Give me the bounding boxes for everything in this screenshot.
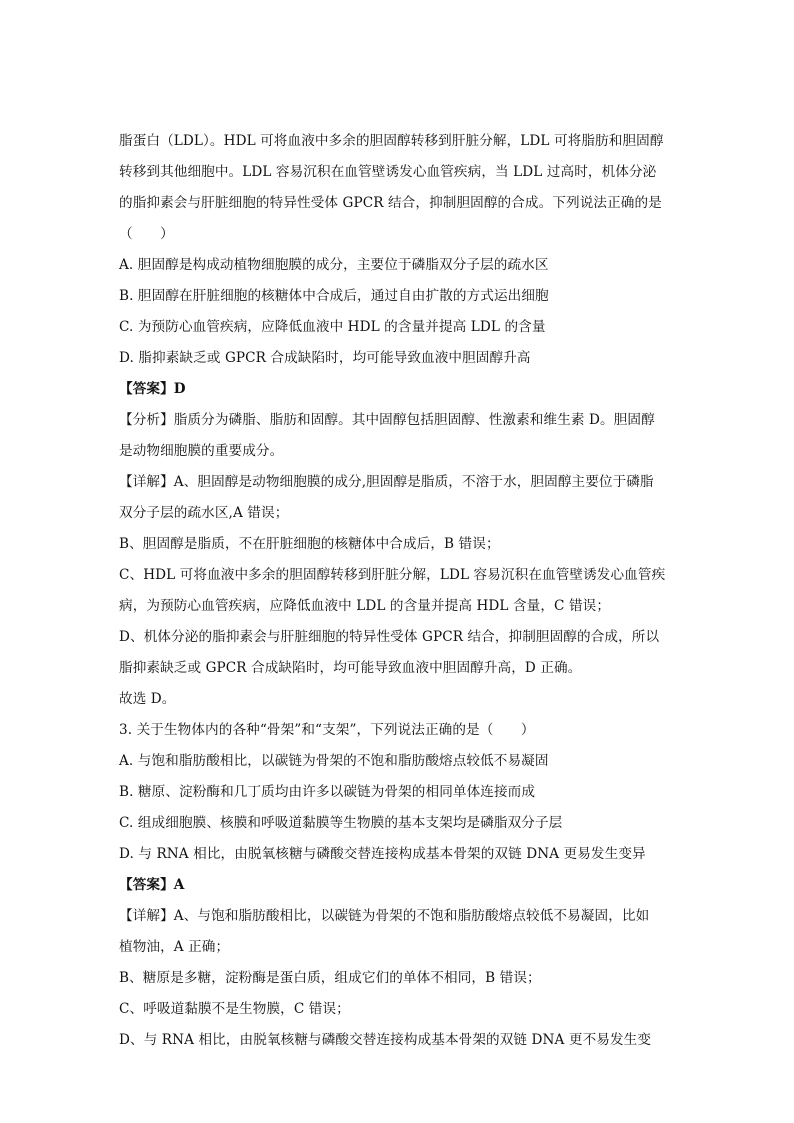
explanation-text: D、机体分泌的脂抑素会与肝脏细胞的特异性受体 GPCR 结合，抑制胆固醇的合成，所以	[119, 629, 660, 645]
explanation-text: 双分子层的疏水区,A 错误；	[119, 505, 289, 521]
analysis-text: 是动物细胞膜的重要成分。	[119, 443, 284, 459]
option-a: A. 与饱和脂肪酸相比，以碳链为骨架的不饱和脂肪酸熔点较低不易凝固	[119, 753, 549, 769]
option-c: C. 为预防心血管疾病，应降低血液中 HDL 的含量并提高 LDL 的含量	[119, 319, 546, 335]
explanation-text: D、与 RNA 相比，由脱氧核糖与磷酸交替连接构成基本骨架的双链 DNA 更不易发生变	[119, 1032, 652, 1048]
option-c: C. 组成细胞膜、核膜和呼吸道黏膜等生物膜的基本支架均是磷脂双分子层	[119, 815, 563, 831]
answer-label: 【答案】A	[119, 877, 185, 893]
explanation-text: 脂抑素缺乏或 GPCR 合成缺陷时，均可能导致血液中胆固醇升高，D 正确。	[119, 660, 582, 676]
explanation-text: B、糖原是多糖，淀粉酶是蛋白质，组成它们的单体不相同，B 错误；	[119, 970, 541, 986]
choice-conclusion: 故选 D。	[119, 691, 176, 707]
explanation-text: 【详解】A、与饱和脂肪酸相比，以碳链为骨架的不饱和脂肪酸熔点较低不易凝固，比如	[119, 908, 650, 924]
explanation-text: 病，为预防心血管疾病，应降低血液中 LDL 的含量并提高 HDL 含量，C 错误；	[119, 598, 611, 614]
text-line: 脂蛋白（LDL）。HDL 可将血液中多余的胆固醇转移到肝脏分解，LDL 可将脂肪和胆固醇	[119, 133, 664, 149]
explanation-text: B、胆固醇是脂质，不在肝脏细胞的核糖体中合成后，B 错误；	[119, 536, 500, 552]
text-line: （ ）	[119, 226, 174, 242]
explanation-text: 植物油，A 正确；	[119, 939, 230, 955]
option-a: A. 胆固醇是构成动植物细胞膜的成分，主要位于磷脂双分子层的疏水区	[119, 257, 549, 273]
option-d: D. 脂抑素缺乏或 GPCR 合成缺陷时，均可能导致血液中胆固醇升高	[119, 350, 531, 366]
option-b: B. 胆固醇在肝脏细胞的核糖体中合成后，通过自由扩散的方式运出细胞	[119, 288, 549, 304]
explanation-text: C、HDL 可将血液中多余的胆固醇转移到肝脏分解，LDL 容易沉积在血管壁诱发心血管疾	[119, 567, 666, 583]
question-3: 3. 关于生物体内的各种“骨架”和“支架”，下列说法正确的是（ ）	[119, 722, 535, 738]
option-b: B. 糖原、淀粉酶和几丁质均由许多以碳链为骨架的相同单体连接而成	[119, 784, 536, 800]
analysis-text: 【分析】脂质分为磷脂、脂肪和固醇。其中固醇包括胆固醇、性激素和维生素 D。胆固醇	[119, 412, 655, 428]
text-line: 转移到其他细胞中。LDL 容易沉积在血管壁诱发心血管疾病，当 LDL 过高时，机体分泌	[119, 164, 657, 180]
explanation-text: 【详解】A、胆固醇是动物细胞膜的成分,胆固醇是脂质，不溶于水，胆固醇主要位于磷脂	[119, 474, 654, 490]
answer-label: 【答案】D	[119, 381, 186, 397]
explanation-text: C、呼吸道黏膜不是生物膜，C 错误；	[119, 1001, 350, 1017]
option-d: D. 与 RNA 相比，由脱氧核糖与磷酸交替连接构成基本骨架的双链 DNA 更易发生变异	[119, 846, 646, 862]
text-line: 的脂抑素会与肝脏细胞的特异性受体 GPCR 结合，抑制胆固醇的合成。下列说法正确的是	[119, 195, 662, 211]
